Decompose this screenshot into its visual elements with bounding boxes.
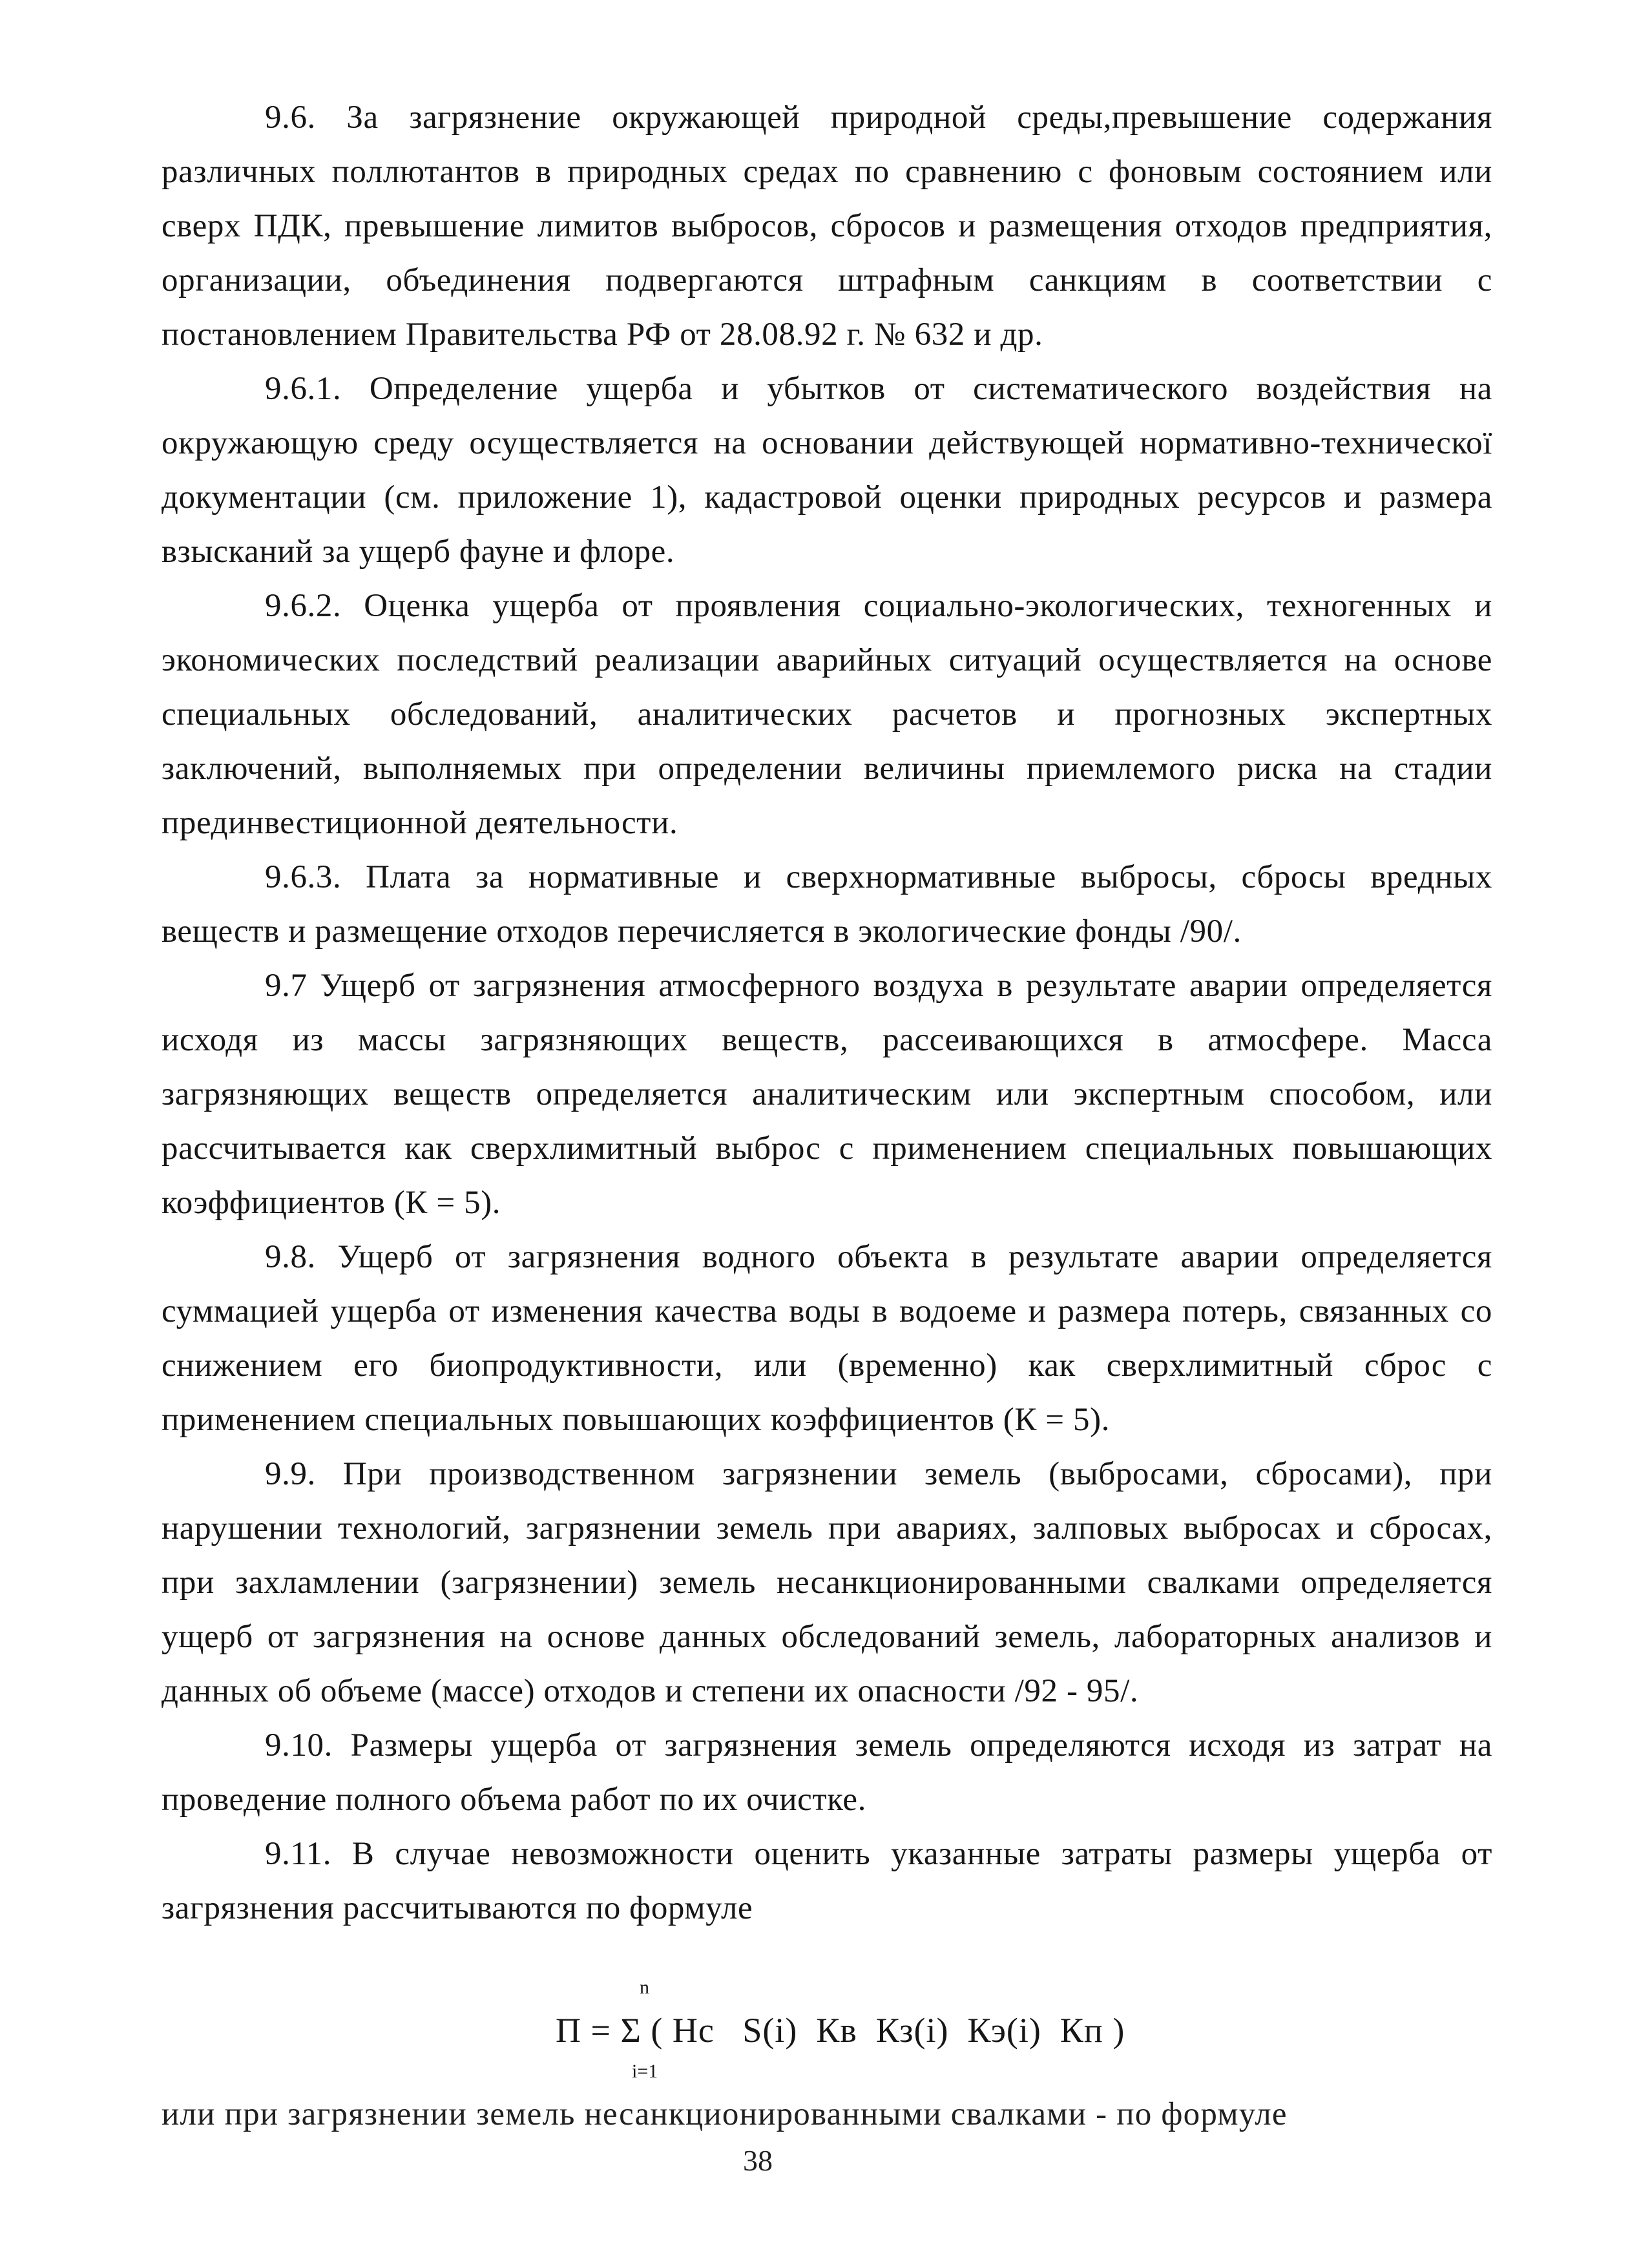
paragraph-9-7: 9.7 Ущерб от загрязнения атмосферного воздуха в результате аварии определяется исходя из массы загрязняющих веществ, рассеивающихся в атмосфере. Масса загрязняющих веществ определяется аналитическим или экспертным способом, или рассчитывается как сверхлимитный выброс с применением специальных повышающих коэффициентов (К = 5). xyxy=(162,968,1492,1221)
sum-lower-limit: i=1 xyxy=(632,2061,658,2082)
paragraph-9-6-1: 9.6.1. Определение ущерба и убытков от систематического воздействия на окружающую среду осуществляется на основании действующей нормативно-техническої документации (см. приложение 1), кадастровой оценки природных ресурсов и размера взысканий за ущерб фауне и флоре. xyxy=(162,371,1492,570)
formula-expression: П = Σ ( Нс S(i) Кв Кз(i) Кэ(i) Кп ) xyxy=(556,2011,1125,2050)
paragraph-9-6-2: 9.6.2. Оценка ущерба от проявления социально-экологических, техногенных и экономических последствий реализации аварийных ситуаций осуществляется на основе специальных обследований, аналитических расчетов и прогнозных экспертных заключений, выполняемых при определении величины приемлемого риска на стадии прединвестиционной деятельности. xyxy=(162,588,1492,841)
paragraph-9-8: 9.8. Ущерб от загрязнения водного объекта в результате аварии определяется суммацией ущерба от изменения качества воды в водоеме и размера потерь, связанных со снижением его биопродуктивности, или (временно) как сверхлимитный сброс с применением специальных повышающих коэффициентов (К = 5). xyxy=(162,1239,1492,1438)
paragraph-9-11: 9.11. В случае невозможности оценить указанные затраты размеры ущерба от загрязнения рассчитываются по формуле xyxy=(162,1836,1492,1926)
sum-upper-limit: n xyxy=(640,1977,649,1998)
trailing-text-line: или при загрязнении земель несанкционированными свалками - по формуле xyxy=(162,2096,1288,2132)
damage-formula xyxy=(556,1977,1137,2086)
paragraph-9-9: 9.9. При производственном загрязнении земель (выбросами, сбросами), при нарушении технологий, загрязнении земель при авариях, залповых выбросах и сбросах, при захламлении (загрязнении) земель несанкционированными свалками определяется ущерб от загрязнения на основе данных обследований земель, лабораторных анализов и данных об объеме (массе) отходов и степени их опасности /92 - 95/. xyxy=(162,1456,1492,1709)
paragraph-9-6-3: 9.6.3. Плата за нормативные и сверхнормативные выбросы, сбросы вредных веществ и размещение отходов перечисляется в экологические фонды /90/. xyxy=(162,859,1492,950)
paragraph-9-10: 9.10. Размеры ущерба от загрязнения земель определяются исходя из затрат на проведение полного объема работ по их очистке. xyxy=(162,1727,1492,1818)
document-body xyxy=(162,90,1492,1935)
paragraph-9-6: 9.6. За загрязнение окружающей природной среды,превышение содержания различных поллютантов в природных средах по сравнению с фоновым состоянием или сверх ПДК, превышение лимитов выбросов, сбросов и размещения отходов предприятия, организации, объединения подвергаются штрафным санкциям в соответствии с постановлением Правительства РФ от 28.08.92 г. № 632 и др. xyxy=(162,99,1492,353)
page-number: 38 xyxy=(743,2144,773,2177)
